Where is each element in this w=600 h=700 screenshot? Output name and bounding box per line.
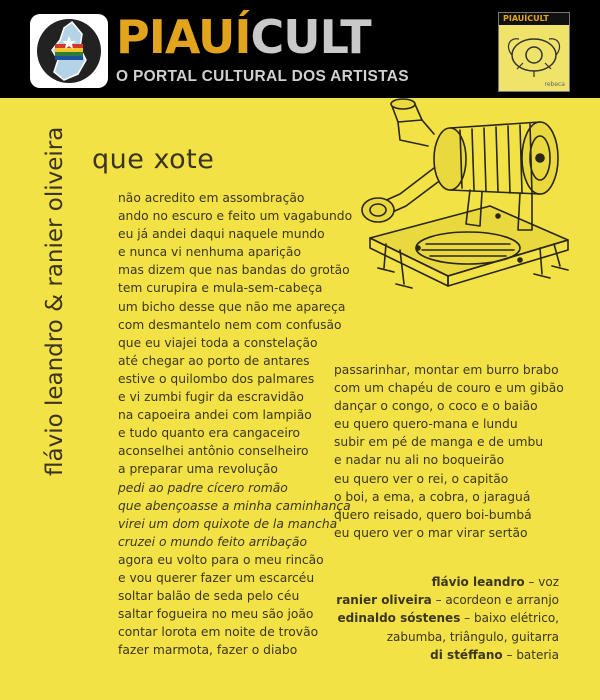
thumb-label: rebeca	[544, 81, 565, 88]
piaui-map-icon	[30, 14, 108, 88]
lyric-line: passarinhar, montar em burro brabo	[334, 363, 559, 377]
lyric-line: agora eu volto para o meu rincão	[118, 552, 324, 567]
thumb-brand: PIAUÍCULT	[503, 14, 549, 23]
lyric-line: não acredito em assombração	[118, 191, 305, 205]
credit-line	[336, 628, 559, 646]
lyric-line: soltar balão de seda pelo céu	[118, 589, 300, 604]
credit-line	[336, 609, 559, 627]
lyric-line: com desmantelo nem com confusão	[118, 317, 342, 332]
lyric-line: e nadar nu ali no boqueirão	[334, 453, 505, 468]
lyric-line: subir em pé de manga e de umbu	[334, 435, 544, 450]
lyric-line: estive o quilombo dos palmares	[118, 371, 315, 386]
lyric-line: eu já andei daqui naquele mundo	[118, 227, 325, 242]
lyric-line-italic: virei um dom quixote de la mancha	[118, 516, 338, 531]
lyric-line: o boi, a ema, a cobra, o jaraguá	[334, 489, 531, 504]
lyric-line: contar lorota em noite de trovão	[118, 625, 319, 640]
lyric-line: quero reisado, quero boi-bumbá	[334, 507, 532, 522]
credits-block	[336, 573, 559, 664]
credit-line	[336, 591, 559, 609]
lyrics-column-2	[334, 361, 564, 542]
brand-piaui: PIAUÍ	[116, 10, 251, 64]
site-brand[interactable]	[116, 12, 371, 62]
lyric-line: e nunca vi nenhuma aparição	[118, 245, 301, 260]
lyric-line: aconselhei antônio conselheiro	[118, 444, 309, 459]
authors-vertical: flávio leandro & ranier oliveira	[42, 126, 68, 476]
credit-name: flávio leandro	[431, 575, 525, 589]
credit-role: – baixo elétrico,	[460, 611, 559, 626]
lyric-line: eu quero quero-mana e lundu	[334, 417, 518, 432]
lyric-line-italic: pedi ao padre cícero romão	[118, 480, 288, 495]
machine-illustration	[330, 98, 580, 318]
lyric-line: um bicho desse que não me apareça	[118, 299, 346, 314]
lyric-line: mas dizem que nas bandas do grotão	[118, 263, 350, 278]
lyric-line: na capoeira andei com lampião	[118, 408, 312, 423]
cover-art-icon	[503, 29, 565, 79]
credit-line	[336, 646, 559, 664]
credit-role: – voz	[524, 575, 559, 589]
lyric-line: e vou querer fazer um escarcéu	[118, 570, 315, 585]
lyric-line: ando no escuro e feito um vagabundo	[118, 209, 353, 224]
lyrics-column-1	[118, 189, 352, 659]
lyric-line: saltar fogueira no meu são joão	[118, 607, 314, 622]
lyric-line: tem curupira e mula-sem-cabeça	[118, 281, 323, 296]
credit-name: ranier oliveira	[336, 593, 432, 608]
cd-cover-thumbnail[interactable]	[498, 12, 570, 92]
credit-name: edinaldo sóstenes	[337, 611, 461, 626]
credit-role: – acordeon e arranjo	[431, 593, 559, 608]
site-tagline: O PORTAL CULTURAL DOS ARTISTAS	[116, 68, 409, 85]
lyric-line: a preparar uma revolução	[118, 462, 278, 477]
lyric-line-italic: que abençoasse a minha caminhança	[118, 498, 351, 513]
lyric-line: com um chapéu de couro e um gibão	[334, 381, 564, 396]
lyric-line: que eu viajei toda a constelação	[118, 335, 318, 350]
lyric-line: até chegar ao porto de antares	[118, 353, 310, 368]
lyric-line: e tudo quanto era cangaceiro	[118, 426, 301, 441]
lyric-line: fazer marmota, fazer o diabo	[118, 643, 298, 658]
piaui-map-logo[interactable]	[30, 14, 108, 88]
credit-line	[336, 573, 559, 591]
lyric-line: dançar o congo, o coco e o baião	[334, 399, 538, 414]
lyric-line-italic: cruzei o mundo feito arribação	[118, 534, 307, 549]
site-header	[0, 0, 600, 98]
brand-cult: CULT	[250, 10, 371, 64]
song-title: que xote	[92, 144, 215, 175]
lyric-line: eu quero ver o mar virar sertão	[334, 525, 528, 540]
credit-role: zabumba, triângulo, guitarra	[386, 629, 559, 644]
lyric-line: e vi zumbi fugir da escravidão	[118, 390, 304, 405]
credit-name: di stéffano	[430, 647, 503, 662]
lyric-line: eu quero ver o rei, o capitão	[334, 471, 509, 486]
credit-role: – bateria	[502, 647, 559, 662]
